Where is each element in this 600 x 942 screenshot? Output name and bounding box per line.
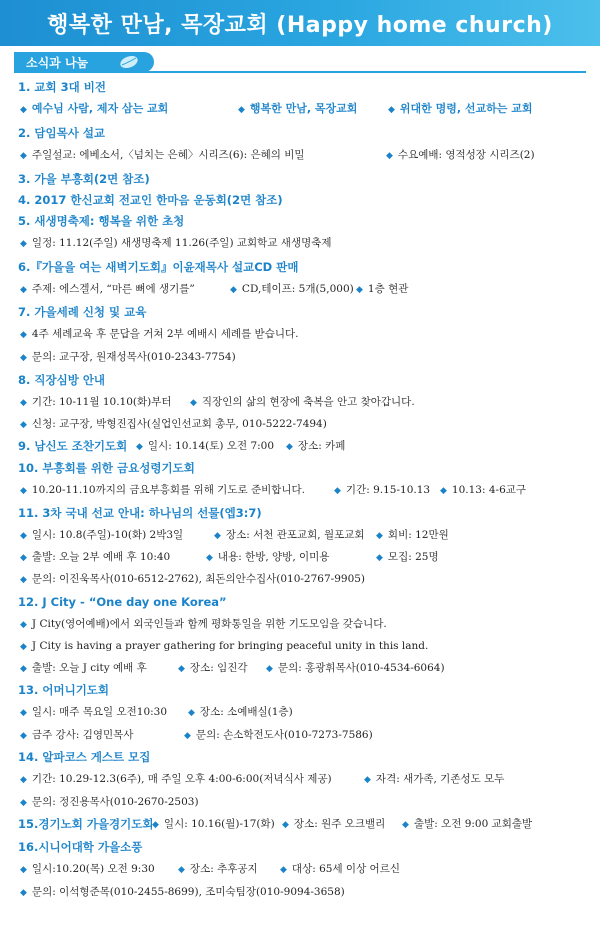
item-heading: 5. 새생명축제: 행복을 위한 초청 (18, 214, 185, 228)
bullet-icon: ◆ (20, 620, 27, 630)
item-detail (402, 816, 532, 833)
item-detail (20, 416, 327, 433)
bullet-icon: ◆ (152, 820, 159, 830)
item-detail (20, 616, 387, 633)
section-title: 소식과 나눔 (26, 55, 89, 70)
item-heading: 7. 가을세례 신청 및 교육 (18, 305, 147, 319)
detail-text: 일시: 10.14(토) 오전 7:00 (147, 440, 275, 452)
detail-text: 일시: 10.16(월)-17(화) (163, 818, 275, 830)
detail-text: 직장인의 삶의 현장에 축복을 안고 찾아갑니다. (201, 396, 415, 408)
bullet-icon: ◆ (136, 442, 143, 452)
item-detail (20, 571, 365, 588)
item-detail (20, 771, 332, 788)
bullet-icon: ◆ (190, 398, 197, 408)
bullet-icon: ◆ (266, 664, 273, 674)
detail-text: 1층 현관 (367, 283, 409, 295)
leaf-icon (118, 54, 140, 70)
item-detail (20, 704, 167, 721)
item-heading: 11. 3차 국내 선교 안내: 하나님의 선물(엡3:7) (18, 506, 262, 520)
item-detail (440, 482, 526, 499)
bullet-icon: ◆ (280, 865, 287, 875)
item-detail (20, 281, 195, 298)
bullet-icon: ◆ (20, 642, 27, 652)
item-heading: 2. 담임목사 설교 (18, 126, 106, 140)
bullet-icon: ◆ (282, 820, 289, 830)
bullet-icon: ◆ (402, 820, 409, 830)
bullet-icon: ◆ (20, 330, 27, 340)
bullet-icon: ◆ (178, 865, 185, 875)
item-detail (20, 727, 133, 744)
bullet-icon: ◆ (20, 553, 27, 563)
detail-text: 자격: 새가족, 기존성도 모두 (375, 773, 505, 785)
detail-text: 문의: 이석형준목(010-2455-8699), 조미숙팀장(010-9094-3658) (31, 886, 345, 898)
bullet-icon: ◆ (20, 775, 27, 785)
bullet-icon: ◆ (230, 285, 237, 295)
item-heading: 14. 알파코스 게스트 모집 (18, 750, 151, 764)
item-detail (188, 704, 293, 721)
detail-text: 일정: 11.12(주일) 새생명축제 11.26(주일) 교회학교 새생명축제 (31, 237, 332, 249)
bullet-icon: ◆ (214, 531, 221, 541)
detail-text: 기간: 10-11월 10.10(화)부터 (31, 396, 172, 408)
bullet-icon: ◆ (20, 531, 27, 541)
item-detail (20, 235, 332, 252)
bullet-icon: ◆ (184, 731, 191, 741)
item-detail (20, 326, 298, 343)
detail-text: 일시:10.20(목) 오전 9:30 (31, 863, 155, 875)
bullet-icon: ◆ (20, 105, 27, 115)
bullet-icon: ◆ (376, 531, 383, 541)
item-detail (214, 527, 365, 544)
item-heading: 8. 직장심방 안내 (18, 373, 106, 387)
item-heading: 1. 교회 3대 비전 (18, 80, 106, 94)
detail-text: J City(영어예배)에서 외국인들과 함께 평화통일을 위한 기도모임을 갖습니다. (31, 618, 387, 630)
detail-text: 일시: 매주 목요일 오전10:30 (31, 706, 168, 718)
detail-text: 장소: 추후공지 (189, 863, 258, 875)
bullet-icon: ◆ (206, 553, 213, 563)
bullet-icon: ◆ (20, 420, 27, 430)
item-detail (280, 861, 400, 878)
detail-text: CD,테이프: 5개(5,000) (241, 283, 354, 295)
detail-text: 4주 세례교육 후 문답을 거쳐 2부 예배시 세례를 받습니다. (31, 328, 299, 340)
item-heading: 10. 부흥회를 위한 금요성령기도회 (18, 461, 195, 475)
item-detail (386, 147, 535, 164)
detail-text: 출발: 오늘 2부 예배 후 10:40 (31, 551, 171, 563)
item-detail (376, 527, 449, 544)
item-detail (206, 549, 329, 566)
detail-text: 대상: 65세 이상 어르신 (291, 863, 400, 875)
detail-text: 문의: 홍광휘목사(010-4534-6064) (277, 662, 445, 674)
bullet-icon: ◆ (20, 798, 27, 808)
detail-text: 회비: 12만원 (387, 529, 449, 541)
bullet-icon: ◆ (364, 775, 371, 785)
item-detail (20, 147, 305, 164)
detail-text: 출발: 오늘 J city 예배 후 (31, 662, 147, 674)
detail-text: 문의: 손소학전도사(010-7273-7586) (195, 729, 373, 741)
bullet-icon: ◆ (20, 353, 27, 363)
detail-text: 기간: 10.29-12.3(6주), 매 주일 오후 4:00-6:00(저녁식사 제공) (31, 773, 332, 785)
item-heading: 6.『가을을 여는 새벽기도회』이윤재목사 설교CD 판매 (18, 260, 299, 274)
item-heading: 16.시니어대학 가을소풍 (18, 840, 143, 854)
item-detail (20, 861, 155, 878)
detail-text: 내용: 한방, 양방, 이미용 (217, 551, 330, 563)
detail-text: 문의: 정진용목사(010-2670-2503) (31, 796, 199, 808)
item-detail (136, 438, 274, 455)
item-detail (20, 394, 172, 411)
item-detail (20, 527, 183, 544)
bullet-icon: ◆ (440, 486, 447, 496)
section-divider (14, 71, 586, 73)
detail-text: 주일설교: 에베소서,〈넘치는 은혜〉시리즈(6): 은혜의 비밀 (31, 149, 305, 161)
bullet-icon: ◆ (188, 708, 195, 718)
bullet-icon: ◆ (20, 575, 27, 585)
item-detail (282, 816, 385, 833)
detail-text: 문의: 이진욱목사(010-6512-2762), 최돈의안수집사(010-2767-9905) (31, 573, 366, 585)
detail-text: 장소: 소예배실(1층) (199, 706, 293, 718)
detail-text: 수요예배: 영적성장 시리즈(2) (397, 149, 535, 161)
detail-text: 장소: 원주 오크밸리 (293, 818, 386, 830)
bullet-icon: ◆ (20, 239, 27, 249)
detail-text: 주제: 에스겔서, “마른 뼈에 생기를” (31, 283, 195, 295)
item-heading: 13. 어머니기도회 (18, 683, 110, 697)
bullet-icon: ◆ (286, 442, 293, 452)
bullet-icon: ◆ (20, 151, 27, 161)
item-detail (20, 638, 428, 655)
bullet-icon: ◆ (20, 888, 27, 898)
detail-text: 장소: 카페 (297, 440, 346, 452)
vision-text: 예수님 사람, 제자 삼는 교회 (31, 102, 169, 115)
item-detail (334, 482, 430, 499)
bullet-icon: ◆ (386, 151, 393, 161)
vision-text: 위대한 명령, 선교하는 교회 (399, 102, 533, 115)
item-detail (286, 438, 345, 455)
bullet-icon: ◆ (238, 105, 245, 115)
bullet-icon: ◆ (356, 285, 363, 295)
detail-text: 모집: 25명 (387, 551, 439, 563)
vision-item (238, 101, 357, 118)
bullet-icon: ◆ (388, 105, 395, 115)
page-banner (0, 0, 600, 46)
vision-item (20, 101, 168, 118)
banner-title: 행복한 만남, 목장교회 (Happy home church) (47, 12, 553, 38)
detail-text: 일시: 10.8(주일)-10(화) 2박3일 (31, 529, 184, 541)
detail-text: 장소: 임진각 (189, 662, 248, 674)
bullet-icon: ◆ (20, 865, 27, 875)
bullet-icon: ◆ (334, 486, 341, 496)
section-tab (14, 52, 154, 72)
item-detail (20, 549, 170, 566)
item-detail (178, 861, 258, 878)
item-detail (364, 771, 504, 788)
item-detail (178, 660, 248, 677)
item-detail (190, 394, 415, 411)
item-heading: 4. 2017 한신교회 전교인 한마음 운동회(2면 참조) (18, 193, 283, 207)
detail-text: 기간: 9.15-10.13 (345, 484, 431, 496)
detail-text: 금주 강사: 김영민목사 (31, 729, 134, 741)
bullet-icon: ◆ (178, 664, 185, 674)
bullet-icon: ◆ (20, 398, 27, 408)
detail-text: 문의: 교구장, 원재성목사(010-2343-7754) (31, 351, 236, 363)
bullet-icon: ◆ (20, 486, 27, 496)
detail-text: 신청: 교구장, 박형진집사(실업인선교회 총무, 010-5222-7494) (31, 418, 327, 430)
bullet-icon: ◆ (20, 285, 27, 295)
detail-text: 10.20-11.10까지의 금요부흥회를 위해 기도로 준비합니다. (31, 484, 305, 496)
detail-text: J City is having a prayer gathering for bringing peaceful unity in this land. (31, 640, 429, 652)
item-heading: 9. 남신도 조찬기도회 (18, 439, 128, 453)
item-detail (20, 482, 305, 499)
item-heading: 15.경기노회 가을경기도회 (18, 817, 154, 831)
item-heading: 3. 가을 부흥회(2면 참조) (18, 172, 150, 186)
item-heading: 12. J City - “One day one Korea” (18, 595, 227, 609)
detail-text: 출발: 오전 9:00 교회출발 (413, 818, 533, 830)
vision-item (388, 101, 532, 118)
bullet-icon: ◆ (20, 708, 27, 718)
bullet-icon: ◆ (20, 664, 27, 674)
item-detail (230, 281, 354, 298)
item-detail (356, 281, 408, 298)
item-detail (20, 660, 147, 677)
detail-text: 장소: 서천 관포교회, 월포교회 (225, 529, 365, 541)
item-detail (376, 549, 439, 566)
vision-text: 행복한 만남, 목장교회 (249, 102, 358, 115)
item-detail (20, 349, 236, 366)
bullet-icon: ◆ (20, 731, 27, 741)
item-detail (184, 727, 373, 744)
item-detail (20, 794, 199, 811)
detail-text: 10.13: 4-6교구 (451, 484, 527, 496)
item-detail (266, 660, 445, 677)
item-detail (152, 816, 275, 833)
bullet-icon: ◆ (376, 553, 383, 563)
item-detail (20, 884, 345, 901)
